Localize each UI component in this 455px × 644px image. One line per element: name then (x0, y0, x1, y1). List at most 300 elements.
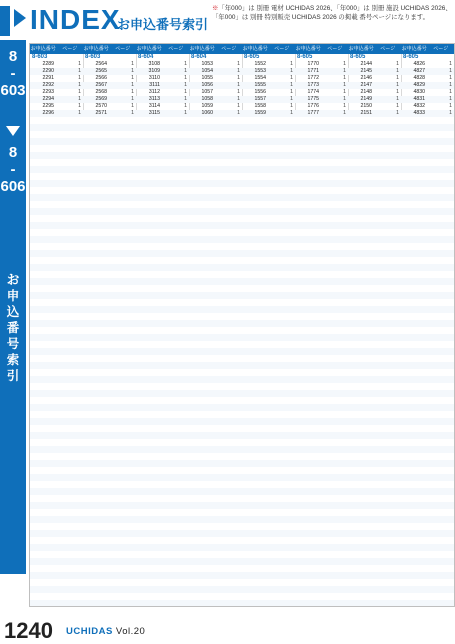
column-header (136, 44, 189, 54)
page-ref: 1 (449, 110, 452, 116)
order-number: 2570 (95, 103, 107, 109)
page-ref: 1 (237, 96, 240, 102)
type-mark (268, 61, 280, 68)
order-number: 1771 (307, 68, 319, 74)
order-number: 1553 (254, 68, 266, 74)
type-mark (162, 68, 174, 75)
table-row (136, 68, 189, 75)
type-mark (268, 103, 280, 110)
column-header (348, 44, 401, 54)
page-ref: 1 (237, 110, 240, 116)
group-label: 8-605 (350, 54, 366, 60)
order-number: 3112 (148, 89, 160, 95)
table-row (348, 61, 401, 68)
range-start: 8 - 603 (0, 48, 26, 99)
type-mark (321, 103, 333, 110)
column-header-cell: お申込番号 (83, 46, 109, 52)
table-row (189, 96, 242, 103)
order-number: 1555 (254, 82, 266, 88)
type-mark (109, 82, 121, 89)
order-number: 1772 (307, 75, 319, 81)
type-mark (162, 110, 174, 117)
type-mark (215, 75, 227, 82)
type-mark (56, 82, 68, 89)
table-row (348, 103, 401, 110)
page-ref: 1 (131, 103, 134, 109)
page-ref: 1 (343, 96, 346, 102)
page-ref: 1 (343, 82, 346, 88)
order-number: 1056 (201, 82, 213, 88)
type-mark (427, 96, 439, 103)
type-mark (109, 68, 121, 75)
type-mark (268, 82, 280, 89)
page-ref: 1 (449, 103, 452, 109)
order-number: 2148 (360, 89, 372, 95)
table-row (136, 96, 189, 103)
type-mark (321, 110, 333, 117)
order-number: 2569 (95, 96, 107, 102)
type-mark (56, 96, 68, 103)
column-header-cell: ページ (168, 46, 184, 52)
page-ref: 1 (343, 103, 346, 109)
type-mark (56, 89, 68, 96)
type-mark (109, 110, 121, 117)
column-header (30, 44, 83, 54)
group-label: 8-605 (403, 54, 419, 60)
order-number: 3109 (148, 68, 160, 74)
index-column (242, 44, 296, 606)
page-number: 1240 (4, 618, 53, 643)
range-end: 8 - 606 (0, 144, 26, 195)
column-header (83, 44, 136, 54)
table-row (401, 89, 454, 96)
order-number: 4831 (413, 96, 425, 102)
order-number: 2150 (360, 103, 372, 109)
table-row (189, 75, 242, 82)
row-stripes (242, 117, 295, 606)
page-ref: 1 (78, 110, 81, 116)
table-row (242, 89, 295, 96)
type-mark (268, 75, 280, 82)
column-header (401, 44, 454, 54)
type-mark (374, 103, 386, 110)
page-ref: 1 (290, 68, 293, 74)
type-mark (427, 61, 439, 68)
order-number: 4826 (413, 61, 425, 67)
type-mark (321, 82, 333, 89)
page-ref: 1 (237, 61, 240, 67)
group-label: 8-603 (32, 54, 48, 60)
type-mark (56, 61, 68, 68)
table-row (242, 75, 295, 82)
type-mark (215, 68, 227, 75)
order-number: 1556 (254, 89, 266, 95)
type-mark (162, 89, 174, 96)
index-column (136, 44, 190, 606)
type-mark (268, 89, 280, 96)
table-row (295, 68, 348, 75)
table-row (83, 89, 136, 96)
table-row (295, 96, 348, 103)
page-ref: 1 (184, 103, 187, 109)
type-mark (56, 75, 68, 82)
page-ref: 1 (184, 68, 187, 74)
table-row (295, 61, 348, 68)
table-row (401, 96, 454, 103)
order-number: 1558 (254, 103, 266, 109)
table-row (136, 110, 189, 117)
table-row (189, 68, 242, 75)
type-mark (321, 75, 333, 82)
table-row (242, 103, 295, 110)
page-ref: 1 (237, 103, 240, 109)
page-ref: 1 (449, 82, 452, 88)
page-ref: 1 (449, 68, 452, 74)
order-number: 2293 (42, 89, 54, 95)
table-row (136, 103, 189, 110)
row-stripes (295, 117, 348, 606)
side-vertical-label: お 申 込 番 号 索 引 (6, 273, 20, 383)
table-row (189, 110, 242, 117)
order-number: 1059 (201, 103, 213, 109)
row-stripes (348, 117, 401, 606)
order-number: 2144 (360, 61, 372, 67)
order-number: 1060 (201, 110, 213, 116)
type-mark (215, 61, 227, 68)
range-arrow-icon (6, 126, 20, 136)
header-accent-bar (0, 6, 10, 36)
type-mark (374, 82, 386, 89)
table-row (136, 82, 189, 89)
order-number: 3111 (149, 82, 160, 88)
column-header-cell: ページ (327, 46, 343, 52)
order-number: 2147 (360, 82, 372, 88)
table-row (30, 75, 83, 82)
type-mark (374, 110, 386, 117)
table-row (30, 68, 83, 75)
table-row (401, 82, 454, 89)
order-number: 2295 (42, 103, 54, 109)
table-row (295, 110, 348, 117)
table-row (401, 110, 454, 117)
type-mark (109, 96, 121, 103)
page-ref: 1 (396, 68, 399, 74)
page-ref: 1 (396, 75, 399, 81)
column-header-cell: お申込番号 (136, 46, 162, 52)
order-number: 2565 (95, 68, 107, 74)
order-number: 2151 (360, 110, 372, 116)
index-column (348, 44, 402, 606)
column-header-cell: お申込番号 (30, 46, 56, 52)
page-ref: 1 (184, 110, 187, 116)
type-mark (321, 68, 333, 75)
type-mark (162, 103, 174, 110)
column-header-cell: お申込番号 (295, 46, 321, 52)
table-row (348, 89, 401, 96)
page-ref: 1 (78, 61, 81, 67)
page-ref: 1 (290, 61, 293, 67)
type-mark (427, 89, 439, 96)
type-mark (321, 89, 333, 96)
index-column (401, 44, 454, 606)
page-ref: 1 (184, 89, 187, 95)
table-row (295, 103, 348, 110)
page-ref: 1 (449, 89, 452, 95)
column-header-cell: ページ (274, 46, 290, 52)
type-mark (56, 68, 68, 75)
type-mark (427, 68, 439, 75)
table-row (348, 68, 401, 75)
table-row (401, 61, 454, 68)
order-number: 1554 (254, 75, 266, 81)
table-row (295, 82, 348, 89)
page-ref: 1 (449, 61, 452, 67)
column-header (295, 44, 348, 54)
page-ref: 1 (131, 110, 134, 116)
order-number: 3114 (148, 103, 160, 109)
order-number: 1557 (254, 96, 266, 102)
type-mark (109, 89, 121, 96)
table-row (30, 89, 83, 96)
order-number: 4827 (413, 68, 425, 74)
table-row (83, 110, 136, 117)
type-mark (427, 82, 439, 89)
column-header-cell: お申込番号 (242, 46, 268, 52)
column-header-cell: ページ (115, 46, 131, 52)
order-number: 1776 (307, 103, 319, 109)
order-number: 1055 (201, 75, 213, 81)
table-row (83, 61, 136, 68)
type-mark (268, 96, 280, 103)
page-ref: 1 (290, 89, 293, 95)
page-ref: 1 (78, 96, 81, 102)
order-number: 2145 (360, 68, 372, 74)
order-number: 2566 (95, 75, 107, 81)
table-row (83, 82, 136, 89)
order-number: 2571 (95, 110, 107, 116)
page-ref: 1 (131, 75, 134, 81)
index-title: INDEX (14, 4, 121, 36)
page-ref: 1 (449, 75, 452, 81)
order-number: 4828 (413, 75, 425, 81)
type-mark (215, 82, 227, 89)
type-mark (162, 82, 174, 89)
page-ref: 1 (184, 75, 187, 81)
page-ref: 1 (396, 110, 399, 116)
type-mark (268, 110, 280, 117)
table-row (136, 75, 189, 82)
page-ref: 1 (78, 82, 81, 88)
note-line-2: 「年000」は 別冊 特別販売 UCHIDAS 2026 の掲載 番号ページになります。 (212, 13, 430, 21)
order-number: 2296 (42, 110, 54, 116)
table-row (295, 75, 348, 82)
order-number: 4833 (413, 110, 425, 116)
group-label: 8-605 (297, 54, 313, 60)
table-row (348, 75, 401, 82)
header-notes (212, 5, 452, 22)
order-number: 2564 (95, 61, 107, 67)
table-row (189, 103, 242, 110)
table-row (83, 96, 136, 103)
page-header (0, 0, 455, 40)
page-ref: 1 (237, 89, 240, 95)
row-stripes (136, 117, 189, 606)
table-row (136, 89, 189, 96)
page-ref: 1 (78, 103, 81, 109)
page-footer (0, 610, 455, 644)
note-line-1: ※「年000」は 別冊 電材 UCHIDAS 2026、「年000」は 別冊 施設 UCHIDAS 2026、 (212, 5, 452, 12)
type-mark (109, 61, 121, 68)
type-mark (109, 75, 121, 82)
type-mark (321, 96, 333, 103)
page-ref: 1 (396, 89, 399, 95)
type-mark (215, 110, 227, 117)
table-row (401, 103, 454, 110)
group-label: 8-605 (244, 54, 260, 60)
order-number: 1058 (201, 96, 213, 102)
type-mark (427, 110, 439, 117)
type-mark (215, 103, 227, 110)
table-row (189, 82, 242, 89)
group-label: 8-604 (191, 54, 207, 60)
order-number: 4830 (413, 89, 425, 95)
order-number: 2289 (42, 61, 54, 67)
type-mark (162, 96, 174, 103)
group-label: 8-604 (138, 54, 154, 60)
group-label: 8-603 (85, 54, 101, 60)
table-row (83, 75, 136, 82)
column-header-cell: お申込番号 (401, 46, 427, 52)
row-stripes (189, 117, 242, 606)
type-mark (56, 110, 68, 117)
type-mark (268, 68, 280, 75)
order-number: 2294 (42, 96, 54, 102)
column-header-cell: ページ (221, 46, 237, 52)
page-ref: 1 (396, 82, 399, 88)
table-row (83, 68, 136, 75)
table-row (83, 103, 136, 110)
column-header (242, 44, 295, 54)
type-mark (374, 96, 386, 103)
table-row (30, 110, 83, 117)
order-number: 1559 (254, 110, 266, 116)
table-row (348, 110, 401, 117)
table-row (189, 61, 242, 68)
page-ref: 1 (343, 75, 346, 81)
order-number: 2568 (95, 89, 107, 95)
index-column (189, 44, 243, 606)
column-header-cell: ページ (433, 46, 449, 52)
brand-name: UCHIDAS Vol.20 (66, 626, 146, 637)
side-range-tab (0, 40, 26, 574)
order-number: 1773 (307, 82, 319, 88)
table-row (30, 82, 83, 89)
index-table (29, 43, 455, 607)
order-number: 1775 (307, 96, 319, 102)
order-number: 4832 (413, 103, 425, 109)
page-ref: 1 (131, 61, 134, 67)
type-mark (321, 61, 333, 68)
type-mark (162, 75, 174, 82)
page-ref: 1 (396, 96, 399, 102)
table-row (30, 103, 83, 110)
column-header (189, 44, 242, 54)
row-stripes (83, 117, 136, 606)
page-ref: 1 (237, 75, 240, 81)
type-mark (162, 61, 174, 68)
order-number: 2292 (42, 82, 54, 88)
table-row (348, 82, 401, 89)
order-number: 3108 (148, 61, 160, 67)
type-mark (215, 96, 227, 103)
order-number: 1057 (201, 89, 213, 95)
table-row (401, 75, 454, 82)
table-row (136, 61, 189, 68)
page-ref: 1 (184, 82, 187, 88)
page-ref: 1 (343, 89, 346, 95)
type-mark (374, 75, 386, 82)
page-ref: 1 (290, 82, 293, 88)
table-row (30, 61, 83, 68)
table-row (189, 89, 242, 96)
order-number: 2146 (360, 75, 372, 81)
page-ref: 1 (449, 96, 452, 102)
page-ref: 1 (131, 82, 134, 88)
page-ref: 1 (396, 103, 399, 109)
type-mark (215, 89, 227, 96)
order-number: 3110 (148, 75, 160, 81)
type-mark (109, 103, 121, 110)
page-ref: 1 (343, 61, 346, 67)
order-number: 2149 (360, 96, 372, 102)
row-stripes (30, 117, 83, 606)
page-ref: 1 (78, 68, 81, 74)
page-ref: 1 (290, 103, 293, 109)
type-mark (374, 89, 386, 96)
page-ref: 1 (78, 75, 81, 81)
order-number: 2567 (95, 82, 107, 88)
page-ref: 1 (343, 110, 346, 116)
order-number: 3115 (148, 110, 160, 116)
table-row (242, 61, 295, 68)
index-column (295, 44, 349, 606)
type-mark (56, 103, 68, 110)
page-ref: 1 (343, 68, 346, 74)
order-number: 1053 (201, 61, 213, 67)
page-ref: 1 (184, 61, 187, 67)
type-mark (374, 68, 386, 75)
order-number: 1054 (201, 68, 213, 74)
column-header-cell: お申込番号 (189, 46, 215, 52)
order-number: 2290 (42, 68, 54, 74)
table-row (295, 89, 348, 96)
page-ref: 1 (184, 96, 187, 102)
index-column (30, 44, 84, 606)
table-row (30, 96, 83, 103)
page-ref: 1 (290, 110, 293, 116)
index-subtitle: お申込番号索引 (117, 17, 209, 32)
order-number: 1552 (254, 61, 266, 67)
type-mark (427, 103, 439, 110)
table-row (242, 110, 295, 117)
table-row (348, 96, 401, 103)
table-row (401, 68, 454, 75)
order-number: 2291 (42, 75, 54, 81)
column-header-cell: お申込番号 (348, 46, 374, 52)
page-ref: 1 (78, 89, 81, 95)
order-number: 1777 (307, 110, 319, 116)
page-ref: 1 (237, 82, 240, 88)
